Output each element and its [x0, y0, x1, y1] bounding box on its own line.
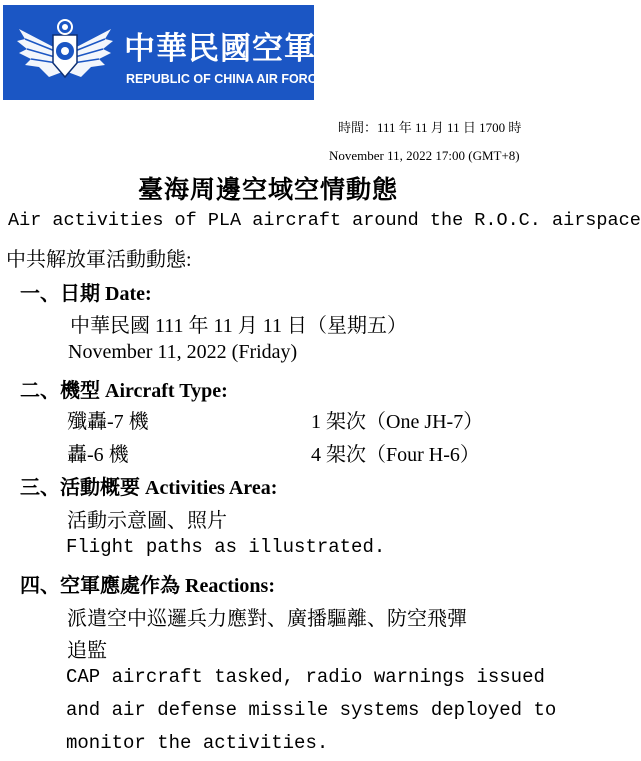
date-en: November 11, 2022 (Friday) — [68, 341, 298, 363]
section-date-heading: 一、日期 Date: — [20, 283, 152, 305]
aircraft-count: 4 架次（Four H-6） — [311, 444, 480, 466]
area-en: Flight paths as illustrated. — [66, 536, 386, 558]
reactions-en-line2: and air defense missile systems deployed to — [66, 699, 557, 721]
subtitle-en: Air activities of PLA aircraft around the R.O.C. airspace — [8, 210, 641, 231]
reactions-cn-line2: 追監 — [67, 640, 107, 662]
report-time-en: November 11, 2022 17:00 (GMT+8) — [329, 148, 520, 163]
reactions-en-line1: CAP aircraft tasked, radio warnings issued — [66, 666, 545, 688]
area-cn: 活動示意圖、照片 — [67, 510, 227, 532]
section-reactions-heading: 四、空軍應處作為 Reactions: — [20, 575, 275, 597]
air-force-banner — [3, 5, 326, 100]
section-aircraft-heading: 二、機型 Aircraft Type: — [20, 380, 228, 402]
reactions-en-line3: monitor the activities. — [66, 732, 329, 754]
reactions-cn-line1: 派遣空中巡邏兵力應對、廣播驅離、防空飛彈 — [67, 608, 467, 630]
page-title: 臺海周邊空域空情動態 — [138, 177, 399, 204]
aircraft-type: 殲轟-7 機 — [67, 411, 149, 433]
section-area-heading: 三、活動概要 Activities Area: — [20, 477, 278, 499]
aircraft-count: 1 架次（One JH-7） — [311, 411, 484, 433]
report-time-cn: 時間：111 年 11 月 11 日 1700 時 — [338, 120, 522, 135]
banner-name-en: REPUBLIC OF CHINA AIR FORCE — [126, 72, 326, 86]
banner-name-cn: 中華民國空軍 — [124, 31, 316, 67]
subtitle-cn: 中共解放軍活動動態: — [6, 249, 192, 271]
date-cn: 中華民國 111 年 11 月 11 日（星期五） — [70, 315, 408, 337]
roc-air-force-emblem-icon — [15, 13, 115, 93]
aircraft-type: 轟-6 機 — [67, 444, 129, 466]
